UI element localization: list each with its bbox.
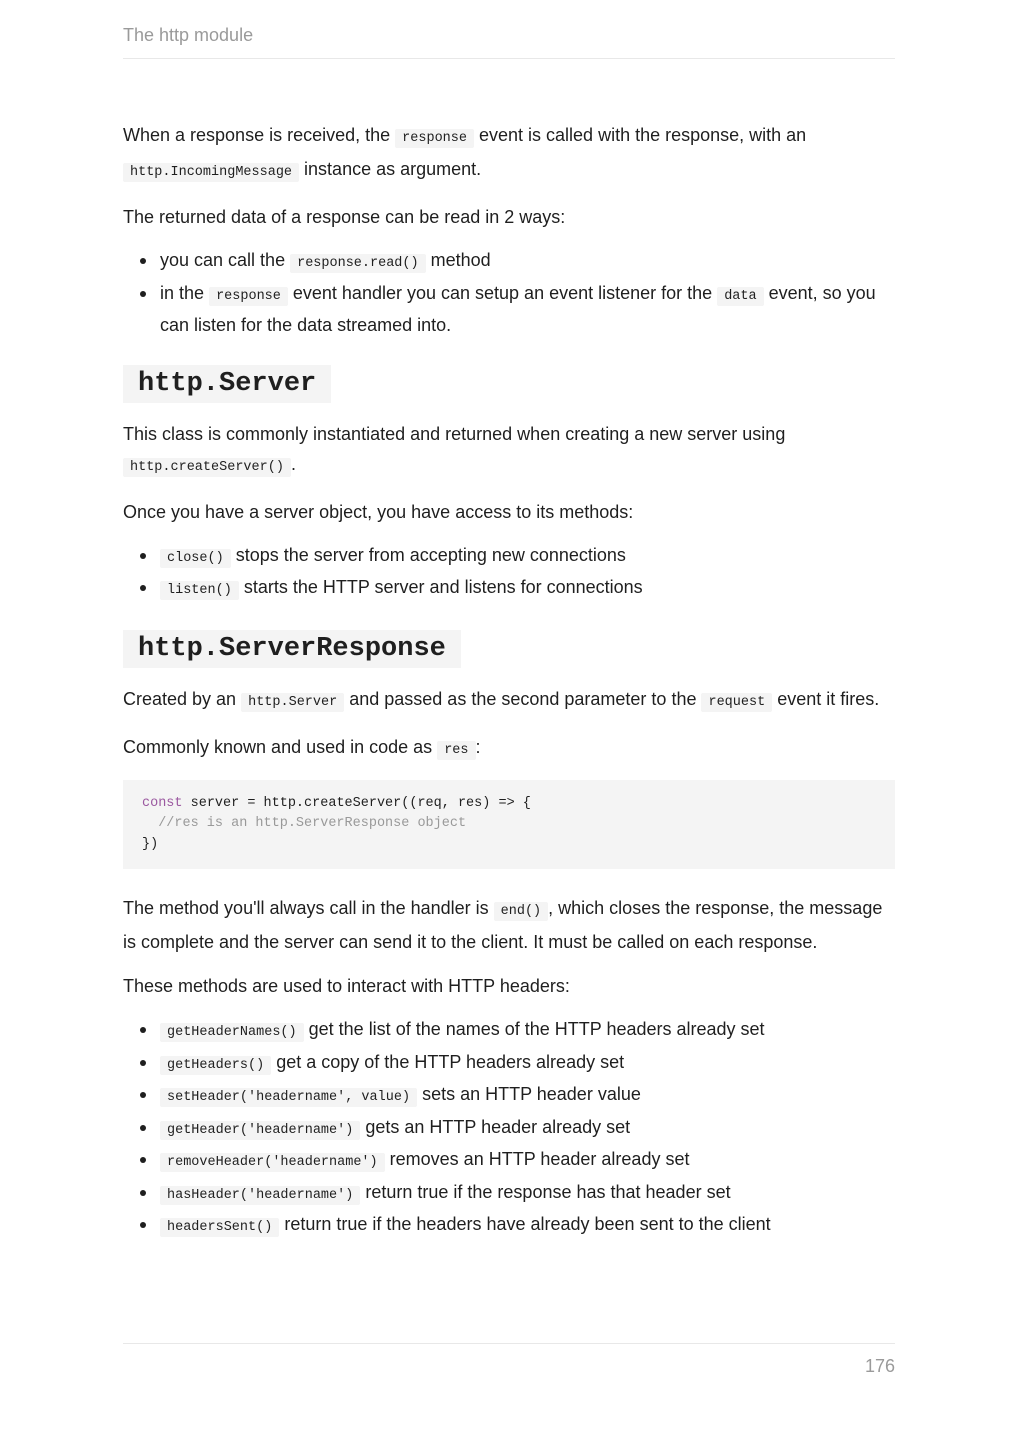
inline-code: request [701,693,772,712]
inline-code: data [717,287,763,306]
list-item: in the response event handler you can setup an event listener for the data event, so you can listen for the data streamed into. [160,279,895,341]
inline-code: getHeaderNames() [160,1023,304,1042]
section-heading-http-serverresponse: http.ServerResponse [123,630,461,668]
paragraph-commonly-known: Commonly known and used in code as res : [123,736,481,758]
inline-code: headersSent() [160,1218,279,1237]
inline-code: setHeader('headername', value) [160,1088,417,1107]
section-heading-wrapper [123,624,895,684]
inline-code: http.createServer() [123,458,291,477]
inline-code: getHeader('headername') [160,1121,360,1140]
inline-code: getHeaders() [160,1056,271,1075]
page-content [123,120,895,1261]
paragraph-end-method: The method you'll always call in the handler is end() , which closes the response, the message is complete and the server can send it to the client. It must be called on each response. [123,898,883,952]
inline-code: listen() [160,581,239,600]
read-ways-list [123,246,895,341]
inline-code: response [209,287,288,306]
paragraph-response-event: When a response is received, the response event is called with the response, with an http.IncomingMessage instance as argument. [123,125,807,180]
page-number: 176 [864,1356,895,1376]
inline-code: response [395,129,474,148]
section-heading-http-server: http.Server [123,365,331,403]
inline-code: http.IncomingMessage [123,163,299,182]
paragraph-created-by: Created by an http.Server and passed as the second parameter to the request event it fires. [123,688,880,710]
paragraph-read-ways: The returned data of a response can be read in 2 ways: [123,207,566,227]
page-footer [123,1343,895,1376]
paragraph-server-class: This class is commonly instantiated and returned when creating a new server using http.createServer() . [123,423,786,475]
code-keyword: const [142,795,183,811]
inline-code: http.Server [241,693,344,712]
header-methods-list [123,1015,895,1243]
list-item: you can call the response.read() method [160,246,895,279]
list-item: getHeader('headername') gets an HTTP header already set [160,1113,895,1146]
section-heading-wrapper [123,359,895,419]
inline-code: hasHeader('headername') [160,1186,360,1205]
code-block [123,780,895,870]
page-header [123,24,895,59]
inline-code: removeHeader('headername') [160,1153,385,1172]
list-item: hasHeader('headername') return true if the response has that header set [160,1178,895,1211]
list-item: removeHeader('headername') removes an HTTP header already set [160,1145,895,1178]
inline-code: response.read() [290,254,426,273]
list-item: headersSent() return true if the headers have already been sent to the client [160,1210,895,1243]
running-title: The http module [123,25,254,45]
list-item: getHeaders() get a copy of the HTTP headers already set [160,1048,895,1081]
paragraph-server-methods: Once you have a server object, you have access to its methods: [123,501,634,522]
list-item: close() stops the server from accepting new connections [160,541,895,574]
inline-code: close() [160,549,231,568]
code-comment: //res is an http.ServerResponse object [142,816,467,831]
list-item: setHeader('headername', value) sets an HTTP header value [160,1080,895,1113]
list-item: getHeaderNames() get the list of the names of the HTTP headers already set [160,1015,895,1048]
list-item: listen() starts the HTTP server and listens for connections [160,573,895,606]
paragraph-header-methods: These methods are used to interact with HTTP headers: [123,976,570,996]
code-line: }) [142,836,159,852]
inline-code: end() [494,902,549,921]
server-methods-list [123,541,895,606]
code-line: server = http.createServer((req, res) => { [182,795,531,811]
inline-code: res [437,741,475,760]
